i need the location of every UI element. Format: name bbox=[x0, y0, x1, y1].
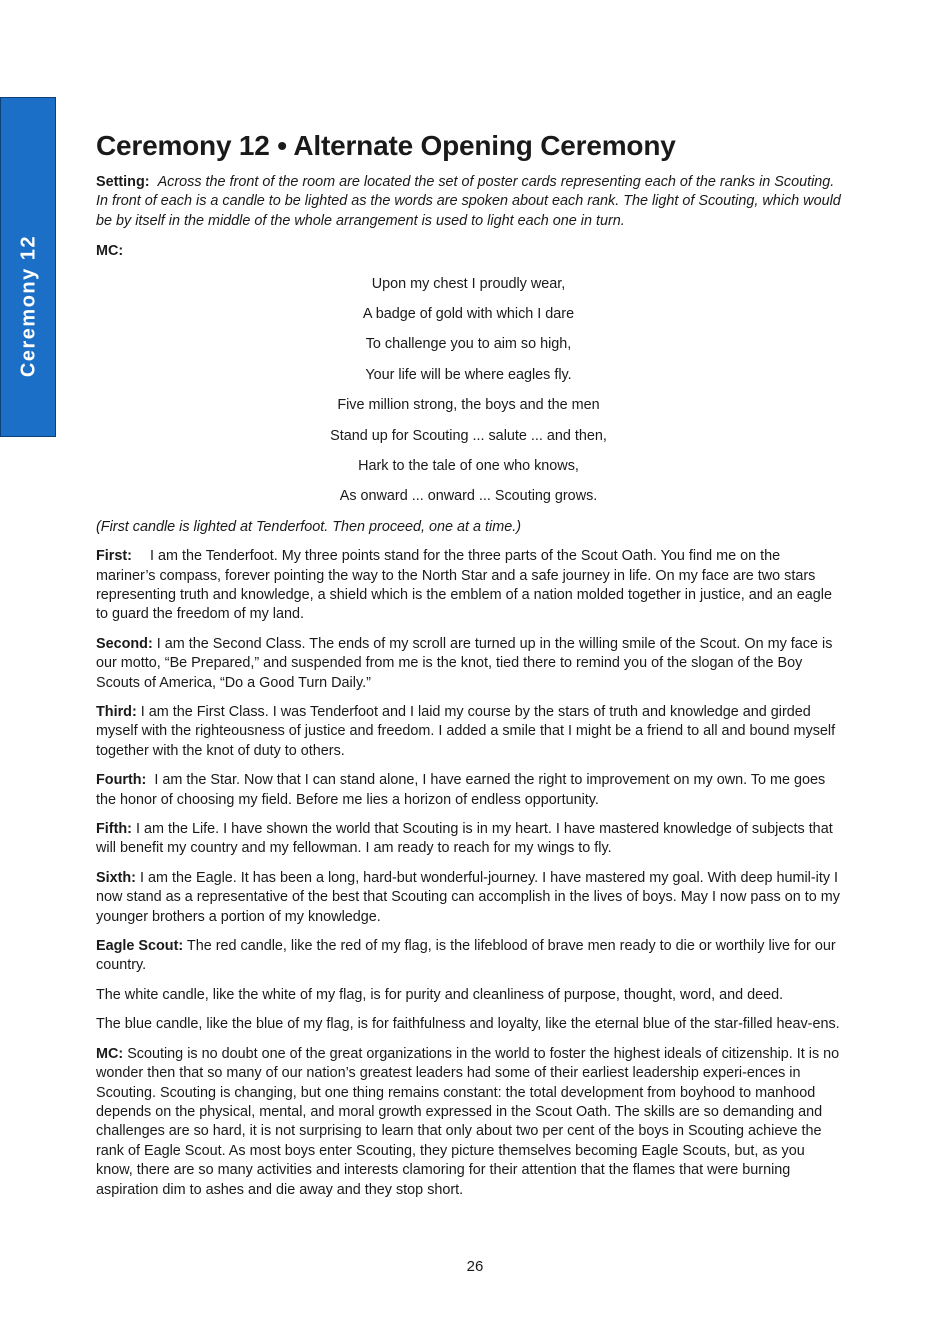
speech-eagle-scout bbox=[96, 937, 841, 976]
speech-sixth bbox=[96, 869, 841, 927]
speaker-label: Sixth: bbox=[96, 869, 136, 886]
poem bbox=[96, 275, 841, 507]
setting-text: Across the front of the room are located the set of poster cards representing each of the ranks in Scouting. In front of each is a candle to be lighted as the words are spoken about each rank. The light of Scouting, which would be by itself in the middle of the whole arrangement is used to light each one in turn. bbox=[96, 174, 841, 229]
speech-text: I am the Second Class. The ends of my scroll are turned up in the willing smile of the Scout. On my face is our motto, “Be Prepared,” and suspended from me is the knot, tied there to remind you of the slogan of the Boy Scouts of America, “Do a Good Turn Daily.” bbox=[96, 635, 833, 691]
page-content bbox=[96, 128, 841, 1210]
speaker-label: Eagle Scout: bbox=[96, 938, 184, 955]
speech-second bbox=[96, 635, 841, 693]
speech-text: Scouting is no doubt one of the great organizations in the world to foster the highest ideals of citizenship. It is no wonder then that so many of our nation’s greatest leaders had some of their earliest leadership experi-ences in Scouting. Scouting is changing, but one thing remains constant: the total development from boyhood to manhood depends on the physical, mental, and moral growth expressed in the Scout Oath. The skills are so demanding and challenges are so hard, it is not surprising to learn that only about two per cent of the boys in Scouting achieve the rank of Eagle Scout. As most boys enter Scouting, they picture themselves becoming Eagle Scouts, but, as you know, there are so many activities and interests clamoring for their attention that the flames that were burning aspiration dim to ashes and die away and they stop short. bbox=[96, 1045, 840, 1198]
page-title: Ceremony 12 • Alternate Opening Ceremony bbox=[96, 130, 676, 161]
poem-line: To challenge you to aim so high, bbox=[365, 336, 572, 353]
speaker-label: Second: bbox=[96, 635, 153, 652]
setting-label: Setting: bbox=[96, 174, 150, 190]
speaker-label: Third: bbox=[96, 704, 137, 720]
speaker-label: Fifth: bbox=[96, 821, 132, 838]
speech-text: I am the Life. I have shown the world that Scouting is in my heart. I have mastered knowledge of subjects that will benefit my country and my fellowman. I am ready to reach for my wings to fly. bbox=[96, 821, 833, 857]
speech-fifth bbox=[96, 820, 841, 859]
mc-label: MC: bbox=[96, 243, 124, 260]
poem-line: Your life will be where eagles fly. bbox=[365, 366, 572, 383]
poem-line: Upon my chest I proudly wear, bbox=[371, 275, 566, 292]
speech-first bbox=[96, 547, 841, 625]
stage-instruction: (First candle is lighted at Tenderfoot. Then proceed, one at a time.) bbox=[96, 518, 522, 535]
speaker-label: MC: bbox=[96, 1045, 124, 1062]
white-candle-paragraph: The white candle, like the white of my flag, is for purity and cleanliness of purpose, thought, word, and deed. bbox=[96, 986, 784, 1003]
chapter-side-tab bbox=[0, 97, 56, 437]
speaker-label: First: bbox=[96, 548, 132, 565]
poem-line: Hark to the tale of one who knows, bbox=[358, 457, 579, 474]
speech-text: I am the Eagle. It has been a long, hard-but wonderful-journey. I have mastered my goal. With deep humil-ity I now stand as a representative of the best that Scouting can accomplish in the lives of boys. May I now pass on to my younger brothers a portion of my knowledge. bbox=[96, 869, 840, 925]
setting-paragraph bbox=[96, 173, 841, 231]
speech-fourth bbox=[96, 771, 841, 810]
poem-line: Five million strong, the boys and the men bbox=[337, 397, 600, 414]
chapter-side-tab-label: Ceremony 12 bbox=[17, 234, 40, 378]
closing-speech bbox=[96, 1045, 841, 1200]
page-number: 26 bbox=[466, 1258, 484, 1275]
poem-line: Stand up for Scouting ... salute ... and then, bbox=[330, 427, 607, 444]
speech-text: I am the Tenderfoot. My three points stand for the three parts of the Scout Oath. You find me on the mariner’s compass, forever pointing the way to the North Star and a safe journey in life. On my face are two stars representing truth and knowledge, a shield which is the emblem of a nation molded together in justice, and an eagle to guard the freedom of my land. bbox=[96, 548, 832, 623]
speaker-label: Fourth: bbox=[96, 772, 147, 789]
speech-text: The red candle, like the red of my flag, is the lifeblood of brave men ready to die or worthily live for our country. bbox=[96, 938, 836, 974]
poem-line: A badge of gold with which I dare bbox=[362, 306, 575, 323]
blue-candle-paragraph: The blue candle, like the blue of my flag, is for faithfulness and loyalty, like the eternal blue of the star-filled heav-ens. bbox=[96, 1016, 840, 1033]
speech-text: I am the Star. Now that I can stand alone, I have earned the right to improvement on my own. To me goes the honor of choosing my field. Before me lies a horizon of endless opportunity. bbox=[96, 772, 826, 808]
speech-text: I am the First Class. I was Tenderfoot and I laid my course by the stars of truth and knowledge and girded myself with the righteousness of justice and freedom. I added a smile that I might be a friend to all and bound myself together with the knot of duty to others. bbox=[96, 704, 836, 759]
poem-line: As onward ... onward ... Scouting grows. bbox=[339, 488, 598, 505]
speech-third bbox=[96, 703, 841, 761]
